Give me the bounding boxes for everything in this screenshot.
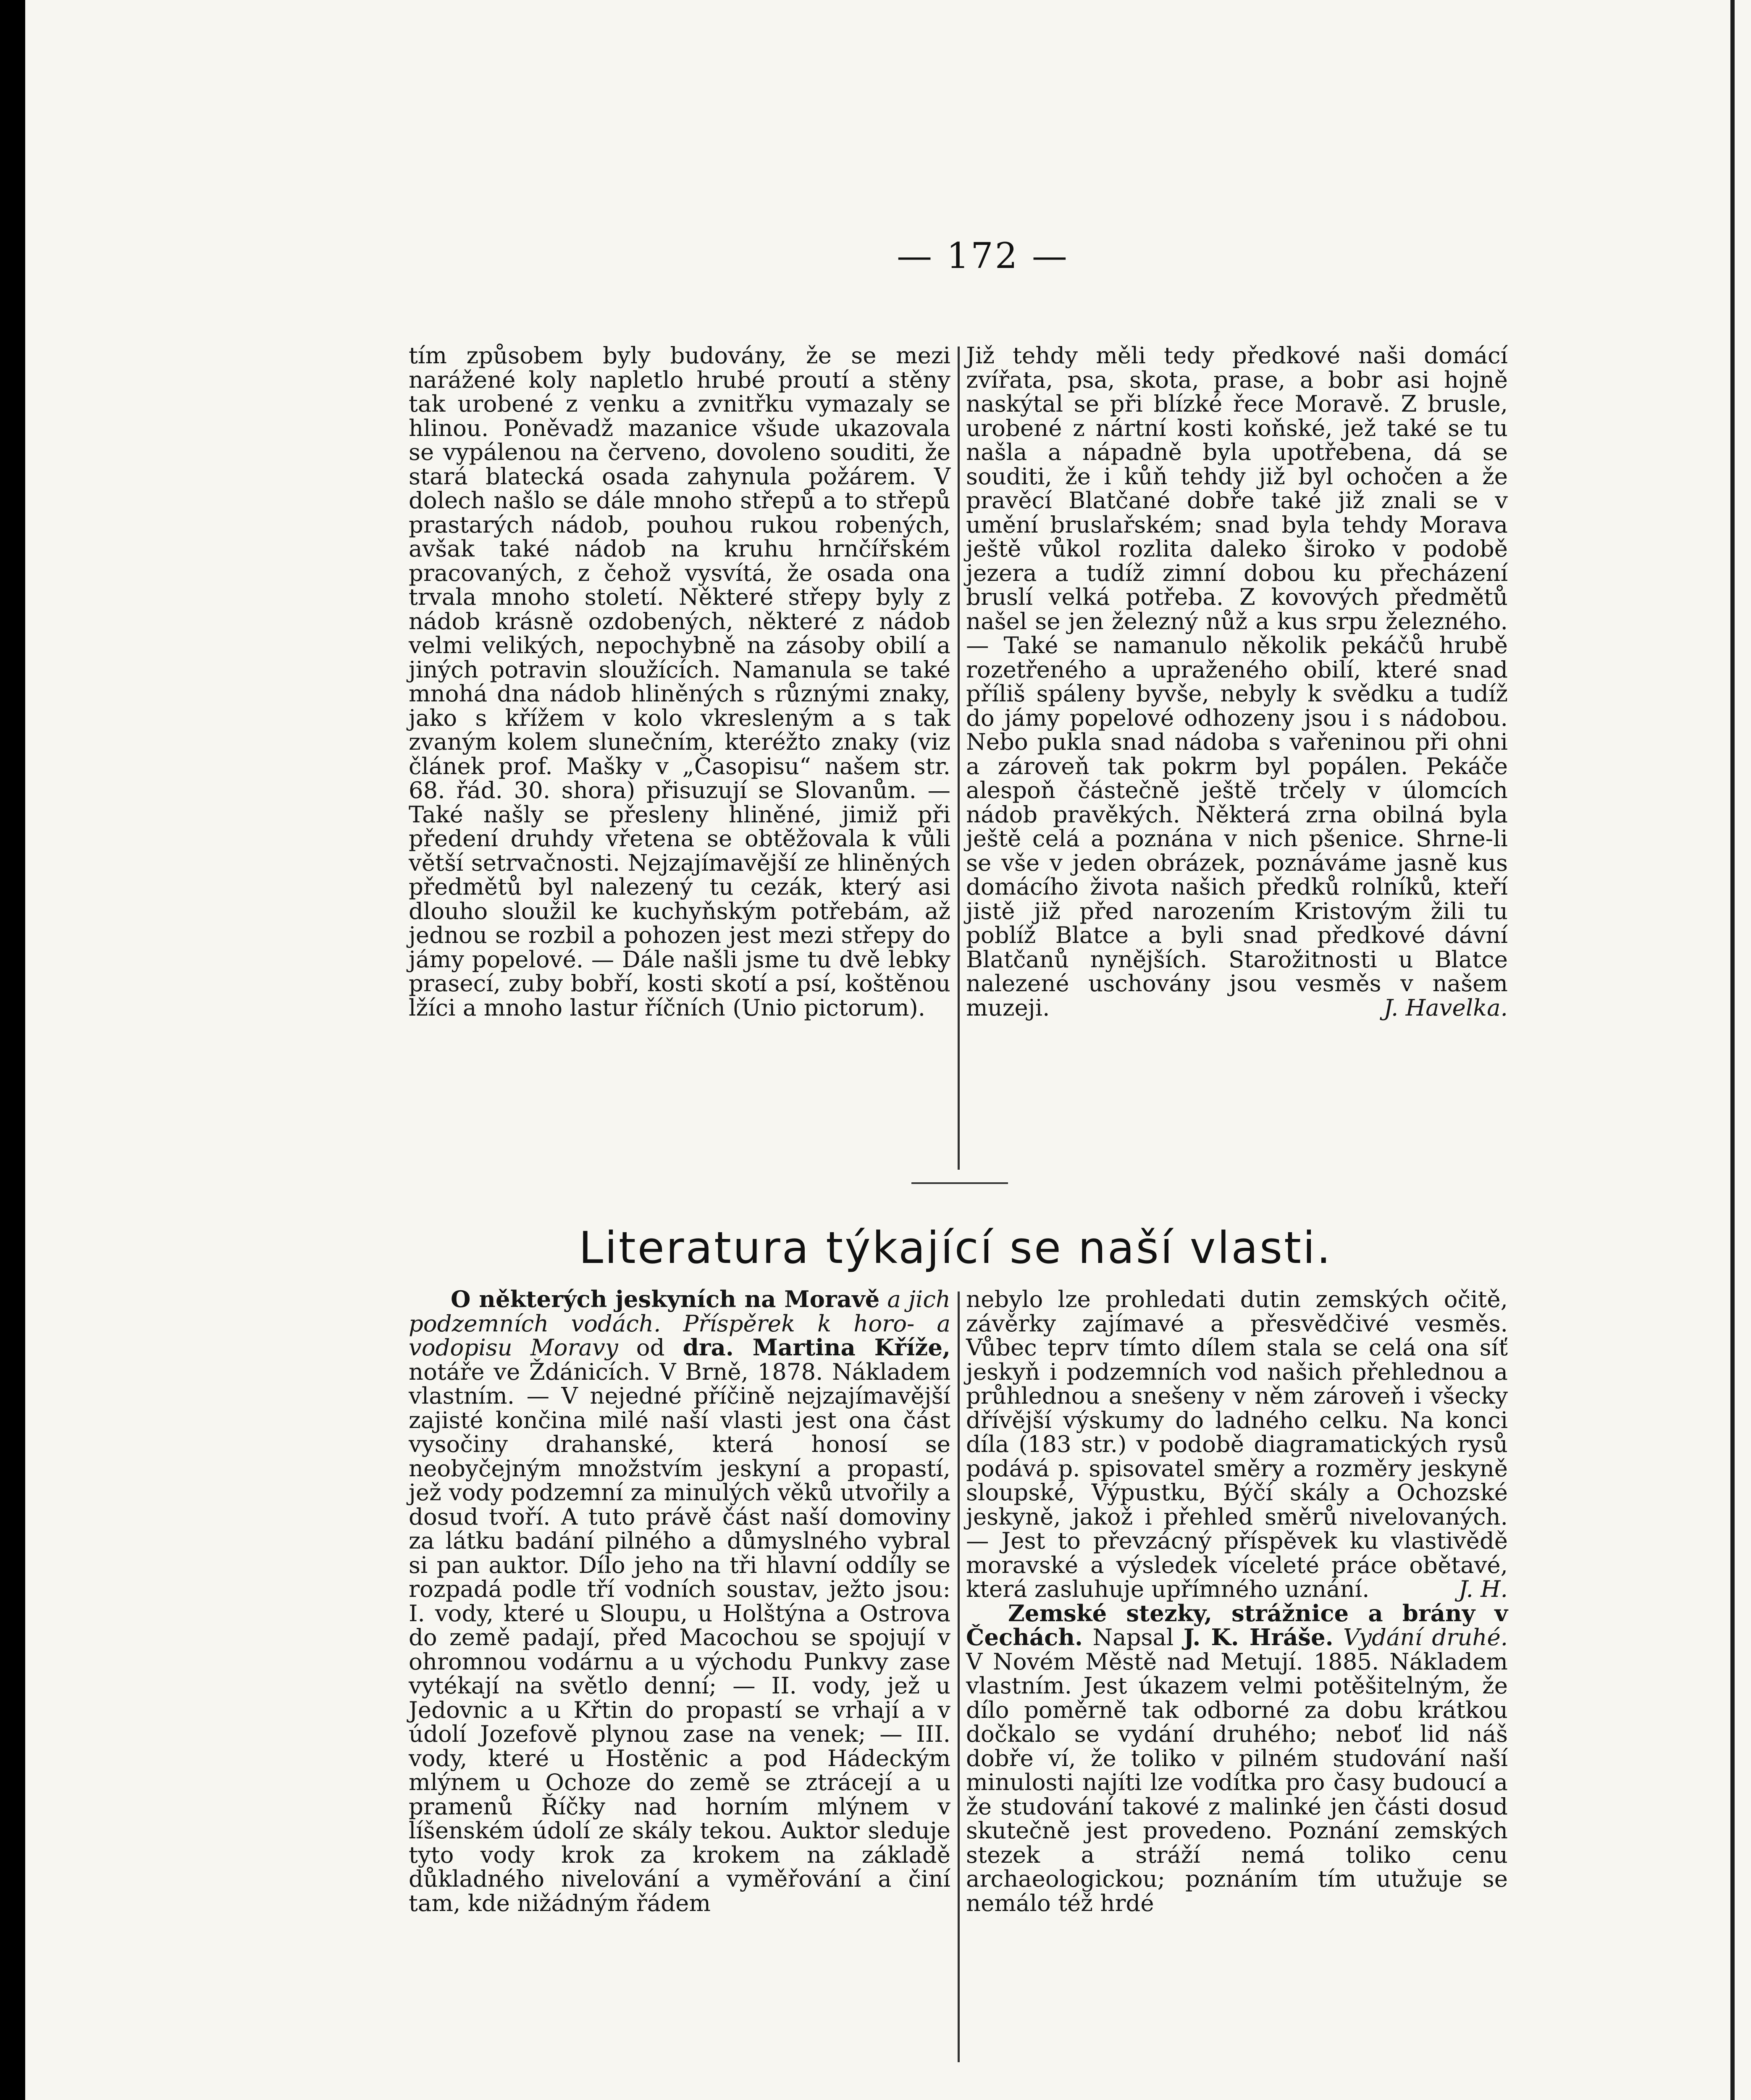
review1-subtitle: a jich podzemních vodách. Příspěrek k horo- a vodopisu Moravy — [409, 1286, 950, 1361]
page-number: — 172 — — [897, 235, 1069, 276]
review1-continuation: nebylo lze prohledati dutin zemských očitě, závěrky zajímavé a přesvědčivé vesměs. Vůbec teprv tímto dílem stala se celá ona síť jeskyň i podzemních vod našich přehlednou a průhlednou a snešeny v něm zároveň i všecky dřívější výskumy do ladného celku. Na konci díla (183 str.) v podobě diagramatických rysů podává p. spisovatel směry a rozměry jeskyně sloupské, Výpustku, Býčí skály a Ochozské jeskyně, jakož i přehled směrů nivelovaných. — Jest to převzácný příspěvek ku vlastivědě moravské a výsledek víceleté práce obětavé, která zasluhuje upřímného uznání. — [966, 1286, 1508, 1602]
review1-paragraph — [409, 1287, 950, 1915]
article-text-right: Již tehdy měli tedy předkové naši domácí zvířata, psa, skota, prase, a bobr asi hojně naskýtal se při blízké řece Moravě. Z brusle, urobené z nártní kosti koňské, jež také se tu našla a nápadně byla upotřebena, dá se souditi, že i kůň tehdy již byl ochočen a že pravěcí Blatčané dobře také již znali se v umění bruslařském; snad byla tehdy Morava ještě vůkol rozlita daleko široko v podobě jezera a tudíž zimní dobou ku přecházení bruslí velká potřeba. Z kovových předmětů našel se jen železný nůž a kus srpu železného. — Také se namanulo několik pekáčů hrubě rozetřeného a upraženého obilí, které snad příliš spáleny byvše, nebyly k svědku a tudíž do jámy popelové odhozeny jsou i s nádobou. Nebo pukla snad nádoba s vařeninou při ohni a zároveň tak pokrm byl popálen. Pekáče alespoň částečně ještě trčely v úlomcích nádob pravěkých. Některá zrna obilná byla ještě celá a poznána v nich pšenice. Shrne-li se vše v jeden obrázek, poznáváme jasně kus domácího života našich předků rolníků, kteří jistě již před narozením Kristovým žili tu poblíž Blatce a byli snad předkové dávní Blatčanů nynějších. Starožitnosti u Blatce nalezené uschovány jsou vesměs v našem muzeji. — [966, 342, 1508, 1021]
article-paragraph-left: tím způsobem byly budovány, že se mezi narážené koly napletlo hrubé proutí a stěny tak urobené z venku a zvnitřku vymazaly se hlinou. Poněvadž mazanice všude ukazovala se vypálenou na červeno, dovoleno souditi, že stará blatecká osada zahynula požárem. V dolech našlo se dále mnoho střepů a to střepů prastarých nádob, pouhou rukou robených, avšak také nádob na kruhu hrnčířském pracovaných, z čehož vysvítá, že osada ona trvala mnoho století. Některé střepy byly z nádob krásně ozdobených, některé z nádob velmi velikých, nepochybně na zásoby obilí a jiných potravin sloužících. Namanula se také mnohá dna nádob hliněných s různými znaky, jako s křížem v kolo vkresleným a s tak zvaným kolem slunečním, kteréžto znaky (viz článek prof. Mašky v „Časopisu“ našem str. 68. řád. 30. shora) přisuzují se Slovanům. — Také našly se přesleny hliněné, jimiž při předení druhdy vřetena se obtěžovala k vůli větší setrvačnosti. Nejzajímavější ze hliněných předmětů byl nalezený tu cezák, který asi dlouho sloužil ke kuchyňským potřebám, až jednou se rozbil a pohozen jest mezi střepy do jámy popelové. — Dále našli jsme tu dvě lebky prasecí, zuby bobří, kosti skotí a psí, koštěnou lžíci a mnoho lastur říčních (Unio pictorum). — [409, 342, 950, 1021]
scan-edge — [1730, 0, 1735, 2100]
literature-column-left — [409, 1287, 950, 1915]
review2-author: J. K. Hráše. — [1183, 1624, 1334, 1651]
literature-column-right — [966, 1287, 1508, 1915]
review1-by: od — [636, 1334, 665, 1361]
review2-paragraph — [966, 1601, 1508, 1916]
section-separator — [911, 1182, 1008, 1184]
review1-continuation-paragraph — [966, 1287, 1508, 1601]
article-signature: J. Havelka. — [1383, 994, 1508, 1021]
review1-author: dra. Martina Kříže, — [683, 1334, 951, 1361]
review1-signature: J. H. — [1458, 1575, 1508, 1602]
review2-text: V Novém Městě nad Metují. 1885. Nákladem vlastním. Jest úkazem velmi potěšitelným, že dílo poměrně tak odborné za dobu krátkou dočkalo se vydání druhého; neboť lid náš dobře ví, že toliko v pilném studování naší minulosti najíti lze vodítka pro časy budoucí a že studování takové z malinké jen části dosud skutečně jest provedeno. Poznání zemských stezek a stráží nemá toliko cenu archaeologickou; poznáním tím utužuje se nemálo též hrdé — [966, 1648, 1508, 1916]
document-page — [25, 0, 1751, 2100]
review2-edition: Vydání druhé. — [1343, 1624, 1508, 1651]
column-divider — [958, 346, 960, 1170]
review2-title: Zemské stezky, strážnice a brány v Čechách. — [966, 1599, 1508, 1651]
article-paragraph-right — [966, 344, 1508, 1020]
article-column-left — [409, 344, 950, 1020]
review1-text: notáře ve Ždánicích. V Brně, 1878. Nákladem vlastním. — V nejedné příčině nejzajímavější zajisté končina milé naší vlasti jest ona část vysočiny drahanské, která honosí se neobyčejným množstvím jeskyní a propastí, jež vody podzemní za minulých věků utvořily a dosud tvoří. A tuto právě část naší domoviny za látku badání pilného a důmyslného vybral si pan auktor. Dílo jeho na tři hlavní oddíly se rozpadá podle tří vodních soustav, ježto jsou: I. vody, které u Sloupu, u Holštýna a Ostrova do země padají, před Macochou se spojují v ohromnou vodárnu a u východu Punkvy zase vytékají na světlo denní; — II. vody, jež u Jedovnic a u Křtin do propastí se vrhají a v údolí Jozefově plynou zase na venek; — III. vody, které u Hostěnic a pod Hádeckým mlýnem u Ochoze do země se ztrácejí a u pramenů Říčky nad horním mlýnem v líšenském údolí ze skály tekou. Auktor sleduje tyto vody krok za krokem na základě důkladného nivelování a vyměřování a činí tam, kde nižádným řádem — [409, 1358, 950, 1916]
review1-title: O některých jeskyních na Moravě — [451, 1286, 880, 1312]
column-divider-lower — [958, 1292, 960, 2062]
section-heading: Literatura týkající se naší vlasti. — [579, 1222, 1332, 1273]
article-column-right — [966, 344, 1508, 1020]
review2-lead: Napsal — [1092, 1624, 1174, 1651]
